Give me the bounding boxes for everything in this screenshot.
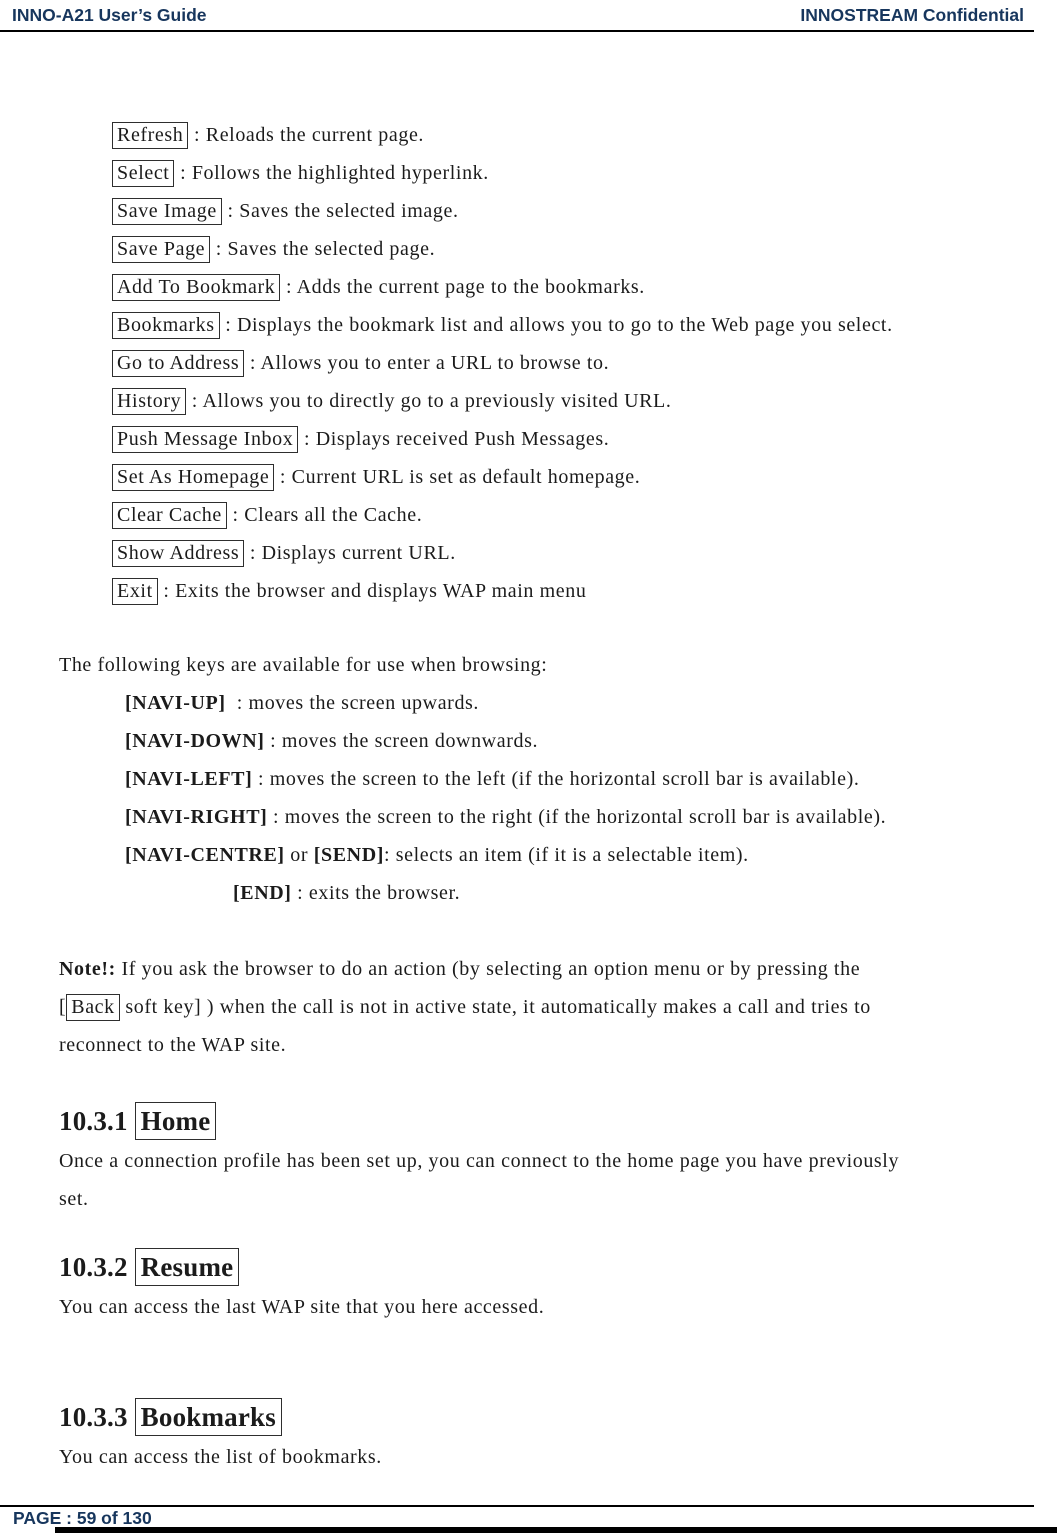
header-confidential: INNOSTREAM Confidential — [800, 5, 1024, 25]
key-row — [125, 722, 1057, 760]
option-term: Add To Bookmark — [117, 276, 276, 298]
section-body-line: Once a connection profile has been set up, you can connect to the home page you have previously — [59, 1150, 900, 1172]
option-row — [112, 420, 1057, 458]
option-desc: : Adds the current page to the bookmarks. — [280, 276, 645, 298]
section-title-box: Home — [135, 1102, 217, 1140]
section-number: 10.3.1 — [59, 1106, 128, 1136]
option-term-box — [112, 236, 210, 263]
option-term-box — [112, 464, 274, 491]
option-term: Go to Address — [117, 352, 240, 374]
section-heading — [59, 1396, 1057, 1438]
option-desc: : Saves the selected page. — [210, 238, 436, 260]
key-desc: : selects an item (if it is a selectable item). — [384, 844, 749, 866]
note-text: soft key] ) when the call is not in active state, it automatically makes a call and tries to — [119, 996, 871, 1018]
header-title: INNO-A21 User’s Guide — [12, 5, 207, 25]
section-number: 10.3.2 — [59, 1252, 128, 1282]
option-term: Show Address — [117, 542, 240, 564]
key-row — [233, 874, 1057, 912]
section-body-line: You can access the list of bookmarks. — [59, 1446, 382, 1468]
option-term: Save Page — [117, 238, 206, 260]
option-term-box — [112, 502, 227, 529]
option-row — [112, 306, 1057, 344]
navigation-keys-list — [0, 684, 1057, 912]
page-header — [0, 0, 1034, 32]
option-term-box — [112, 160, 174, 187]
option-row — [112, 382, 1057, 420]
option-term-box — [112, 578, 158, 605]
option-desc: : Displays received Push Messages. — [298, 428, 610, 450]
key-name: [NAVI-CENTRE] — [125, 844, 285, 866]
section-resume — [59, 1246, 1057, 1326]
option-row — [112, 344, 1057, 382]
section-number: 10.3.3 — [59, 1402, 128, 1432]
key-name: [NAVI-LEFT] — [125, 768, 253, 790]
option-term: Bookmarks — [117, 314, 215, 336]
section-body-line: set. — [59, 1188, 89, 1210]
key-name: [SEND] — [313, 844, 385, 866]
footer-bar — [55, 1527, 1057, 1533]
option-term: Refresh — [117, 124, 184, 146]
option-term-box — [112, 274, 280, 301]
key-desc: : moves the screen to the right (if the horizontal scroll bar is available). — [267, 806, 887, 828]
option-term: Clear Cache — [117, 504, 222, 526]
note-line — [59, 1026, 1057, 1064]
key-desc: : moves the screen upwards. — [225, 692, 480, 714]
section-bookmarks — [59, 1396, 1057, 1476]
note-text: reconnect to the WAP site. — [59, 1034, 287, 1056]
option-row — [112, 572, 1057, 610]
key-row — [125, 684, 1057, 722]
option-term: History — [117, 390, 182, 412]
option-desc: : Saves the selected image. — [221, 200, 459, 222]
option-row — [112, 116, 1057, 154]
option-row — [112, 230, 1057, 268]
option-term: Set As Homepage — [117, 466, 270, 488]
option-desc: : Exits the browser and displays WAP main menu — [157, 580, 587, 602]
key-name: [NAVI-RIGHT] — [125, 806, 268, 828]
key-desc: : exits the browser. — [291, 882, 461, 904]
browser-options-list — [112, 116, 1057, 610]
note-line — [59, 988, 1057, 1026]
footer-page-label: PAGE : 59 of 130 — [13, 1508, 152, 1528]
section-heading — [59, 1246, 1057, 1288]
section-home — [59, 1100, 1057, 1218]
option-row — [112, 192, 1057, 230]
section-body-line: You can access the last WAP site that you here accessed. — [59, 1296, 545, 1318]
key-name: [NAVI-DOWN] — [125, 730, 265, 752]
option-term-box — [112, 540, 244, 567]
key-row — [125, 760, 1057, 798]
option-term: Save Image — [117, 200, 217, 222]
option-row — [112, 534, 1057, 572]
option-desc: : Follows the highlighted hyperlink. — [174, 162, 489, 184]
note-text: [ — [59, 996, 67, 1018]
option-term: Exit — [117, 580, 153, 602]
note-text: If you ask the browser to do an action (by selecting an option menu or by pressing the — [115, 958, 861, 980]
keys-intro: The following keys are available for use when browsing: — [59, 654, 548, 676]
option-term-box — [112, 198, 222, 225]
key-row — [125, 798, 1057, 836]
footer-rule — [0, 1505, 1034, 1507]
key-desc: : moves the screen downwards. — [264, 730, 539, 752]
back-term-box — [66, 994, 120, 1021]
option-row — [112, 154, 1057, 192]
option-row — [112, 458, 1057, 496]
option-desc: : Reloads the current page. — [188, 124, 425, 146]
key-mid: or — [284, 844, 314, 866]
option-desc: : Allows you to enter a URL to browse to. — [244, 352, 610, 374]
key-row — [125, 836, 1057, 874]
section-title-box: Bookmarks — [135, 1398, 282, 1436]
option-row — [112, 268, 1057, 306]
option-desc: : Displays current URL. — [244, 542, 456, 564]
back-term: Back — [71, 996, 115, 1018]
option-term-box — [112, 312, 220, 339]
option-row — [112, 496, 1057, 534]
option-term-box — [112, 388, 186, 415]
option-desc: : Current URL is set as default homepage. — [274, 466, 641, 488]
option-term: Push Message Inbox — [117, 428, 294, 450]
key-name: [END] — [233, 882, 292, 904]
option-desc: : Allows you to directly go to a previously visited URL. — [186, 390, 672, 412]
section-heading — [59, 1100, 1057, 1142]
option-term-box — [112, 122, 188, 149]
note-paragraph — [59, 950, 1057, 1064]
option-term-box — [112, 350, 244, 377]
section-title-box: Resume — [135, 1248, 240, 1286]
option-term-box — [112, 426, 298, 453]
note-line — [59, 950, 1057, 988]
option-term: Select — [117, 162, 170, 184]
option-desc: : Clears all the Cache. — [226, 504, 423, 526]
note-label: Note!: — [59, 958, 116, 980]
key-name: [NAVI-UP] — [125, 692, 226, 714]
option-desc: : Displays the bookmark list and allows you to go to the Web page you select. — [219, 314, 893, 336]
key-desc: : moves the screen to the left (if the horizontal scroll bar is available). — [252, 768, 860, 790]
